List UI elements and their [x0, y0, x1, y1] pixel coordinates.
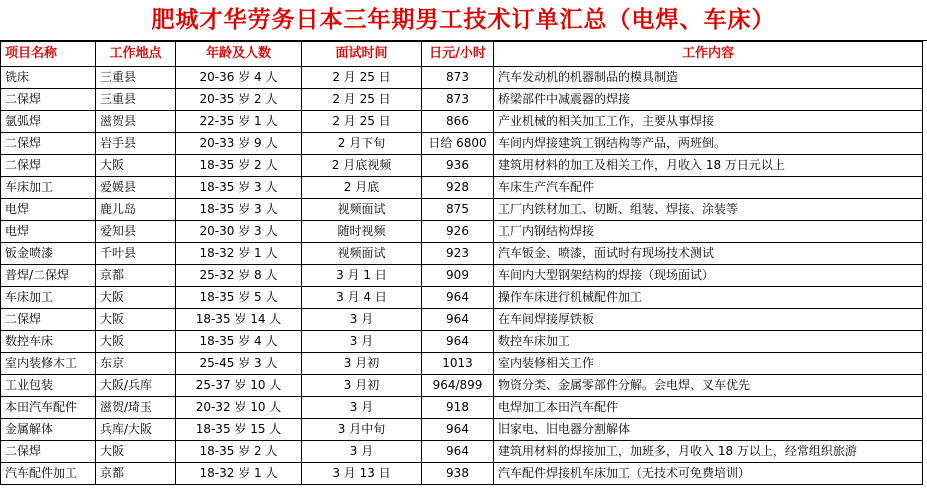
cell-location: 大阪	[96, 441, 176, 463]
header-age-count: 年龄及人数	[176, 42, 302, 67]
header-row	[1, 42, 923, 67]
cell-interview-time: 3 月 13 日	[302, 463, 422, 485]
cell-age-count: 18-35 岁 3 人	[176, 199, 302, 221]
cell-work-content: 室内装修相关工作	[494, 353, 923, 375]
cell-interview-time: 2 月 25 日	[302, 67, 422, 89]
cell-age-count: 20-32 岁 10 人	[176, 397, 302, 419]
cell-work-content: 工厂内铁材加工、切断、组装、焊接、涂装等	[494, 199, 923, 221]
cell-work-content: 物资分类、金属零部件分解。会电焊、叉车优先	[494, 375, 923, 397]
cell-wage: 938	[422, 463, 494, 485]
cell-location: 滋贺/琦玉	[96, 397, 176, 419]
cell-age-count: 18-32 岁 1 人	[176, 463, 302, 485]
table-row	[1, 397, 923, 419]
cell-project: 汽车配件加工	[1, 463, 96, 485]
cell-age-count: 18-35 岁 4 人	[176, 331, 302, 353]
cell-work-content: 车床生产汽车配件	[494, 177, 923, 199]
cell-wage: 964/899	[422, 375, 494, 397]
header-wage: 日元/小时	[422, 42, 494, 67]
table-row	[1, 463, 923, 485]
cell-wage: 909	[422, 265, 494, 287]
cell-wage: 964	[422, 309, 494, 331]
cell-location: 大阪	[96, 331, 176, 353]
cell-wage: 873	[422, 67, 494, 89]
header-work-content: 工作内容	[494, 42, 923, 67]
cell-wage: 926	[422, 221, 494, 243]
cell-location: 爱知县	[96, 221, 176, 243]
cell-interview-time: 2 月底	[302, 177, 422, 199]
cell-interview-time: 3 月初	[302, 375, 422, 397]
cell-project: 二保焊	[1, 133, 96, 155]
cell-work-content: 汽车发动机的机器制品的模具制造	[494, 67, 923, 89]
cell-project: 氩弧焊	[1, 111, 96, 133]
cell-age-count: 18-35 岁 14 人	[176, 309, 302, 331]
cell-interview-time: 3 月 1 日	[302, 265, 422, 287]
cell-age-count: 25-37 岁 10 人	[176, 375, 302, 397]
cell-location: 千叶县	[96, 243, 176, 265]
table-row	[1, 375, 923, 397]
cell-project: 普焊/二保焊	[1, 265, 96, 287]
cell-work-content: 汽车配件焊接机车床加工（无技术可免费培训）	[494, 463, 923, 485]
cell-age-count: 18-32 岁 1 人	[176, 243, 302, 265]
cell-location: 鹿儿岛	[96, 199, 176, 221]
cell-age-count: 25-45 岁 3 人	[176, 353, 302, 375]
cell-interview-time: 3 月	[302, 441, 422, 463]
cell-work-content: 车间内焊接建筑工钢结构等产品，两班倒。	[494, 133, 923, 155]
cell-project: 二保焊	[1, 155, 96, 177]
cell-work-content: 工厂内钢结构焊接	[494, 221, 923, 243]
cell-project: 车床加工	[1, 287, 96, 309]
cell-interview-time: 3 月 4 日	[302, 287, 422, 309]
cell-age-count: 18-35 岁 2 人	[176, 155, 302, 177]
table-row	[1, 331, 923, 353]
cell-project: 电焊	[1, 199, 96, 221]
cell-interview-time: 3 月	[302, 331, 422, 353]
cell-wage: 918	[422, 397, 494, 419]
cell-interview-time: 3 月	[302, 309, 422, 331]
cell-location: 岩手县	[96, 133, 176, 155]
cell-work-content: 电焊加工本田汽车配件	[494, 397, 923, 419]
cell-age-count: 18-35 岁 15 人	[176, 419, 302, 441]
cell-interview-time: 视频面试	[302, 199, 422, 221]
cell-project: 电焊	[1, 221, 96, 243]
cell-wage: 866	[422, 111, 494, 133]
cell-interview-time: 3 月初	[302, 353, 422, 375]
cell-work-content: 汽车钣金、喷漆，面试时有现场技术测试	[494, 243, 923, 265]
sheet-title: 肥城才华劳务日本三年期男工技术订单汇总（电焊、车床）	[0, 0, 927, 41]
cell-location: 兵库/大阪	[96, 419, 176, 441]
table-row	[1, 177, 923, 199]
cell-interview-time: 2 月 25 日	[302, 89, 422, 111]
cell-age-count: 20-35 岁 2 人	[176, 89, 302, 111]
table-row	[1, 441, 923, 463]
table-row	[1, 199, 923, 221]
cell-project: 数控车床	[1, 331, 96, 353]
cell-location: 爱媛县	[96, 177, 176, 199]
cell-location: 大阪	[96, 155, 176, 177]
cell-project: 工业包装	[1, 375, 96, 397]
table-row	[1, 243, 923, 265]
cell-work-content: 数控车床加工	[494, 331, 923, 353]
cell-location: 大阪/兵库	[96, 375, 176, 397]
cell-wage: 928	[422, 177, 494, 199]
cell-location: 滋贺县	[96, 111, 176, 133]
header-location: 工作地点	[96, 42, 176, 67]
cell-location: 东京	[96, 353, 176, 375]
table-row	[1, 155, 923, 177]
table-row	[1, 111, 923, 133]
cell-project: 钣金喷漆	[1, 243, 96, 265]
cell-wage: 1013	[422, 353, 494, 375]
cell-interview-time: 3 月	[302, 397, 422, 419]
cell-age-count: 18-35 岁 2 人	[176, 441, 302, 463]
cell-interview-time: 3 月中旬	[302, 419, 422, 441]
cell-location: 大阪	[96, 309, 176, 331]
cell-project: 室内装修木工	[1, 353, 96, 375]
cell-location: 三重县	[96, 67, 176, 89]
cell-interview-time: 2 月 25 日	[302, 111, 422, 133]
cell-location: 三重县	[96, 89, 176, 111]
cell-work-content: 产业机械的相关加工工作，主要从事焊接	[494, 111, 923, 133]
table-row	[1, 353, 923, 375]
cell-interview-time: 2 月底视频	[302, 155, 422, 177]
orders-table	[0, 41, 923, 485]
cell-wage: 923	[422, 243, 494, 265]
cell-wage: 964	[422, 331, 494, 353]
cell-age-count: 20-33 岁 9 人	[176, 133, 302, 155]
cell-age-count: 18-35 岁 5 人	[176, 287, 302, 309]
cell-project: 铣床	[1, 67, 96, 89]
cell-wage: 936	[422, 155, 494, 177]
cell-age-count: 22-35 岁 1 人	[176, 111, 302, 133]
table-row	[1, 419, 923, 441]
cell-age-count: 25-32 岁 8 人	[176, 265, 302, 287]
cell-wage: 964	[422, 419, 494, 441]
table-row	[1, 221, 923, 243]
cell-work-content: 操作车床进行机械配件加工	[494, 287, 923, 309]
table-row	[1, 287, 923, 309]
table-row	[1, 265, 923, 287]
cell-wage: 873	[422, 89, 494, 111]
cell-project: 二保焊	[1, 309, 96, 331]
table-row	[1, 133, 923, 155]
cell-age-count: 18-35 岁 3 人	[176, 177, 302, 199]
cell-wage: 875	[422, 199, 494, 221]
cell-interview-time: 2 月下旬	[302, 133, 422, 155]
cell-age-count: 20-36 岁 4 人	[176, 67, 302, 89]
cell-location: 京都	[96, 463, 176, 485]
cell-wage: 日给 6800	[422, 133, 494, 155]
cell-interview-time: 视频面试	[302, 243, 422, 265]
cell-location: 大阪	[96, 287, 176, 309]
cell-work-content: 在车间焊接厚铁板	[494, 309, 923, 331]
cell-work-content: 旧家电、旧电器分割解体	[494, 419, 923, 441]
cell-project: 车床加工	[1, 177, 96, 199]
header-interview-time: 面试时间	[302, 42, 422, 67]
cell-work-content: 建筑用材料的焊接加工，加班多，月收入 18 万以上，经常组织旅游	[494, 441, 923, 463]
table-row	[1, 89, 923, 111]
cell-interview-time: 随时视频	[302, 221, 422, 243]
cell-wage: 964	[422, 441, 494, 463]
cell-wage: 964	[422, 287, 494, 309]
table-row	[1, 309, 923, 331]
cell-work-content: 车间内大型钢架结构的焊接（现场面试）	[494, 265, 923, 287]
cell-project: 二保焊	[1, 441, 96, 463]
cell-age-count: 20-30 岁 3 人	[176, 221, 302, 243]
cell-project: 本田汽车配件	[1, 397, 96, 419]
cell-project: 二保焊	[1, 89, 96, 111]
table-row	[1, 67, 923, 89]
cell-work-content: 桥梁部件中减震器的焊接	[494, 89, 923, 111]
header-project: 项目名称	[1, 42, 96, 67]
cell-work-content: 建筑用材料的加工及相关工作，月收入 18 万日元以上	[494, 155, 923, 177]
cell-location: 京都	[96, 265, 176, 287]
cell-project: 金属解体	[1, 419, 96, 441]
